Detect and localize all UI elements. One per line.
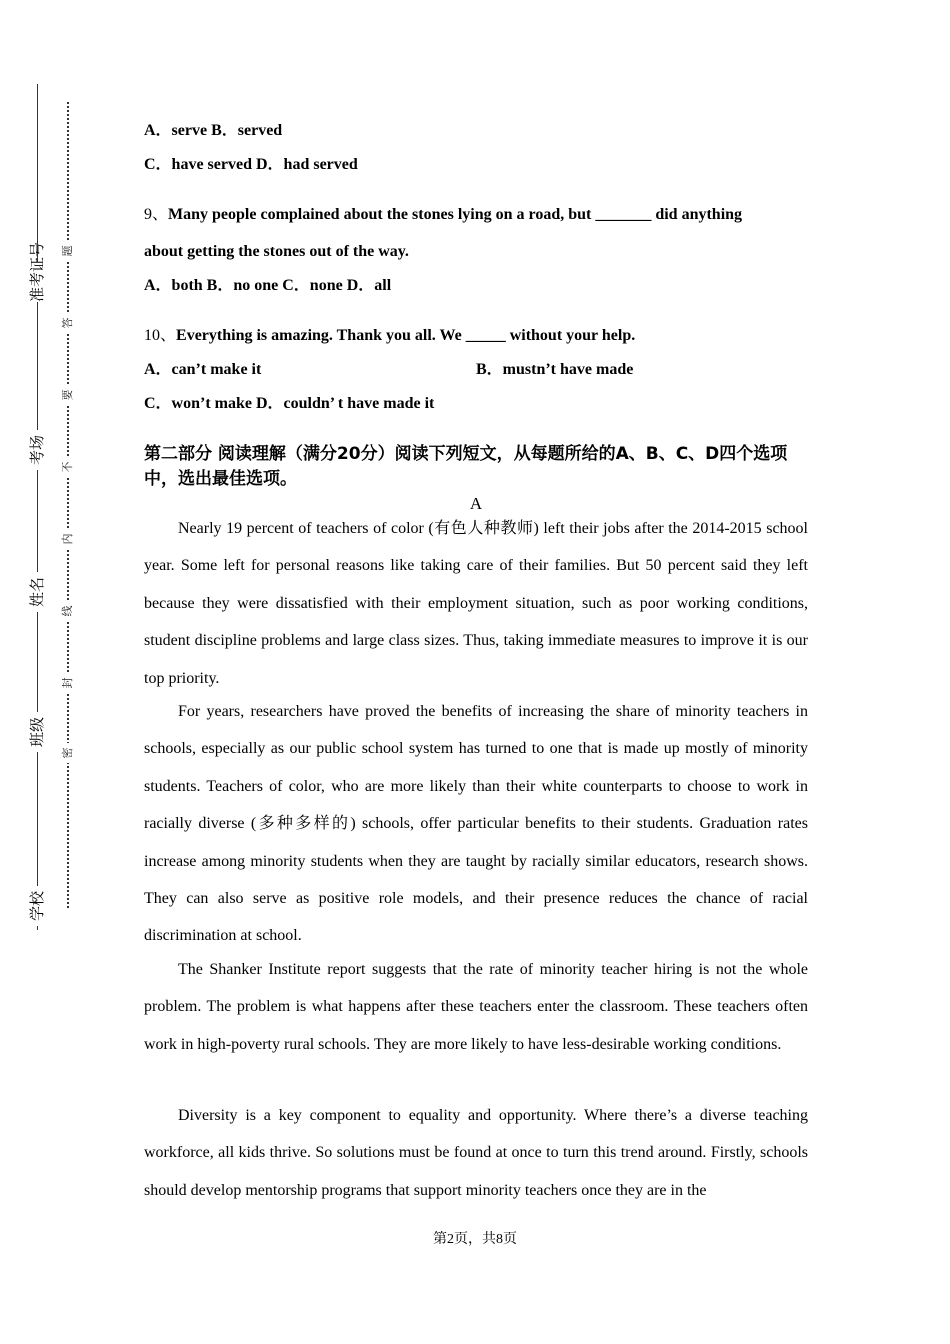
q10-options-cd: C．won’t make D．couldn’ t have made it (144, 395, 435, 412)
q10-option-a: A．can’t make it (144, 361, 262, 378)
binding-margin (0, 0, 90, 1344)
seal-char: 不 (59, 457, 77, 477)
q10-stem: Everything is amazing. Thank you all. We _____ without your help. (176, 327, 636, 344)
seal-char: 内 (59, 529, 77, 549)
label-exam-room: 考场 (28, 430, 48, 470)
label-school: 学校 (28, 886, 48, 926)
passage-paragraph: For years, researchers have proved the benefits of increasing the share of minority teachers in schools, especially as our public school system has turned to one that is made up mostly of minority students. Teachers of color, who are more likely than their white counterparts to choose to work in racially diverse (多种多样的) schools, offer particular benefits to their students. Graduation rates increase among minority students when they are taught by racially similar educators, research shows. They can also serve as positive role models, and their presence reduces the chance of racial discrimination at school. (144, 703, 808, 945)
q9-number: 9、 (144, 206, 169, 223)
q10-option-b: B．mustn’t have made (476, 361, 634, 378)
seal-dotted-line (67, 102, 69, 908)
q10-number: 10、 (144, 327, 177, 344)
passage-paragraph: The Shanker Institute report suggests that the rate of minority teacher hiring is not the whole problem. The problem is what happens after these teachers enter the classroom. These teachers often work in high-poverty rural schools. They are more likely to have less-desirable working conditions. (144, 961, 808, 1053)
q10-stem-line (144, 326, 635, 346)
q8-options-cd: C．have served D．had served (144, 156, 358, 173)
seal-char: 封 (59, 673, 77, 693)
passage-letter: A (469, 494, 483, 513)
passage-paragraph: Nearly 19 percent of teachers of color (有色人种教师) left their jobs after the 2014-2015 school year. Some left for personal reasons like taking care of their families. But 50 percent said they left because they were dissatisfied with their employment situation, such as poor working conditions, student discipline problems and large class sizes. Thus, taking immediate measures to improve it is our top priority. (144, 520, 808, 687)
seal-char: 要 (59, 385, 77, 405)
seal-char: 密 (59, 743, 77, 763)
q9-stem-line2: about getting the stones out of the way. (144, 243, 409, 260)
seal-char: 题 (59, 241, 77, 261)
q9-stem-line1 (144, 205, 742, 225)
part2-heading: 第二部分 阅读理解（满分20分）阅读下列短文，从每题所给的A、B、C、D四个选项中，选出最佳选项。 (144, 444, 788, 489)
q9-options: A．both B．no one C．none D．all (144, 277, 392, 294)
seal-char: 答 (59, 313, 77, 333)
label-exam-number: 准考证号 (30, 241, 46, 302)
seal-char: 线 (59, 601, 77, 621)
q9-stem: Many people complained about the stones lying on a road, but _______ did anything (168, 206, 743, 223)
passage-paragraph: Diversity is a key component to equality and opportunity. Where there’s a diverse teaching workforce, all kids thrive. So solutions must be found at once to turn this trend around. Firstly, schools should develop mentorship programs that support minority teachers once they are in the (144, 1107, 808, 1199)
label-class: 班级 (28, 712, 48, 752)
page-footer: 第2页，共8页 (433, 1232, 517, 1247)
q8-options-ab: A．serve B．served (144, 122, 283, 139)
label-name: 姓名 (28, 572, 48, 612)
binding-solid-line (37, 84, 38, 930)
